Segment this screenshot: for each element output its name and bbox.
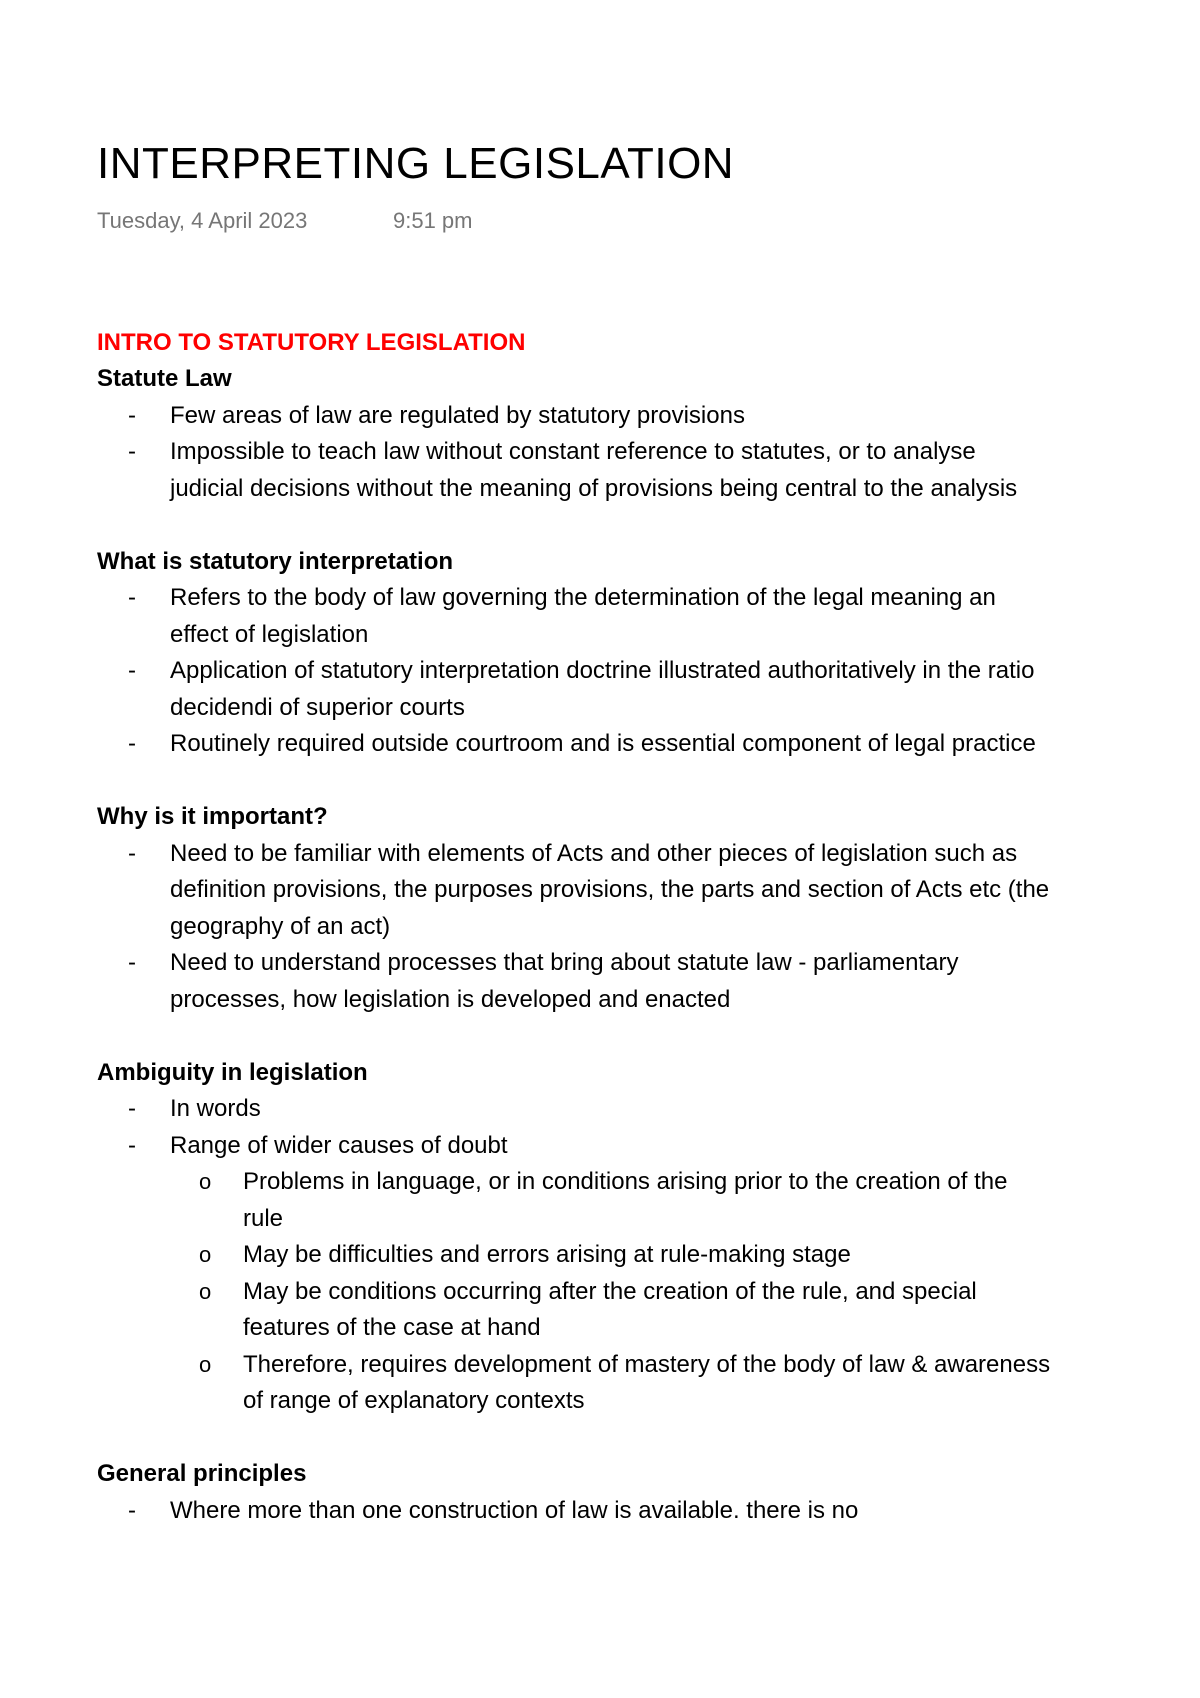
heading-ambiguity: Ambiguity in legislation	[97, 1058, 368, 1086]
ambiguity-sublist	[97, 1164, 1097, 1420]
note-time: 9:51 pm	[393, 208, 473, 233]
list-item: - Routinely required outside courtroom and is essential component of legal practice	[97, 726, 1097, 763]
dash-bullet: -	[128, 438, 136, 465]
document-body	[97, 325, 1097, 1529]
dash-bullet: -	[128, 401, 136, 429]
dash-bullet: -	[128, 584, 136, 611]
sub-list-item: o Problems in language, or in conditions arising prior to the creation of the rule	[97, 1164, 1097, 1237]
list-item: - Refers to the body of law governing the determination of the legal meaning an effect of legislation	[97, 580, 1097, 653]
what-is-list	[97, 580, 1097, 763]
heading-statute-law: Statute Law	[97, 365, 232, 392]
sub-list-item: o Therefore, requires development of mastery of the body of law & awareness of range of explanatory contexts	[97, 1347, 1097, 1420]
sub-list-item: o May be conditions occurring after the creation of the rule, and special features of the case at hand	[97, 1274, 1097, 1347]
dash-bullet: -	[128, 839, 136, 867]
list-item: - Impossible to teach law without constant reference to statutes, or to analyse judicial decisions without the meaning of provisions being central to the analysis	[97, 434, 1097, 507]
heading-what-is: What is statutory interpretation	[97, 547, 454, 575]
note-metadata	[97, 206, 473, 236]
dash-bullet: -	[128, 1496, 136, 1524]
general-list	[97, 1493, 1097, 1530]
dash-bullet: -	[128, 730, 136, 757]
note-date: Tuesday, 4 April 2023	[97, 208, 308, 233]
section-title: INTRO TO STATUTORY LEGISLATION	[97, 329, 526, 356]
list-item: - Few areas of law are regulated by statutory provisions	[97, 398, 1097, 435]
circle-bullet: o	[199, 1169, 212, 1194]
statute-law-list	[97, 398, 1097, 508]
list-item: - Where more than one construction of law is available. there is no	[97, 1493, 1097, 1530]
dash-bullet: -	[128, 1095, 136, 1122]
dash-bullet: -	[128, 657, 136, 684]
list-item: - Application of statutory interpretation doctrine illustrated authoritatively in the ratio decidendi of superior courts	[97, 653, 1097, 726]
why-list	[97, 836, 1097, 1019]
sub-list-item: o May be difficulties and errors arising at rule-making stage	[97, 1237, 1097, 1274]
ambiguity-list	[97, 1091, 1097, 1164]
list-item: - Need to understand processes that bring about statute law - parliamentary processes, how legislation is developed and enacted	[97, 945, 1097, 1018]
page-title: INTERPRETING LEGISLATION	[97, 139, 735, 188]
heading-why-important: Why is it important?	[97, 803, 328, 830]
dash-bullet: -	[128, 1131, 136, 1159]
circle-bullet: o	[199, 1278, 212, 1304]
heading-general-principles: General principles	[97, 1460, 307, 1487]
circle-bullet: o	[199, 1351, 212, 1377]
list-item: - Range of wider causes of doubt	[97, 1128, 1097, 1165]
circle-bullet: o	[199, 1242, 212, 1267]
dash-bullet: -	[128, 949, 136, 976]
list-item: - In words	[97, 1091, 1097, 1128]
list-item: - Need to be familiar with elements of Acts and other pieces of legislation such as definition provisions, the purposes provisions, the parts and section of Acts etc (the geography of an act)	[97, 836, 1097, 946]
